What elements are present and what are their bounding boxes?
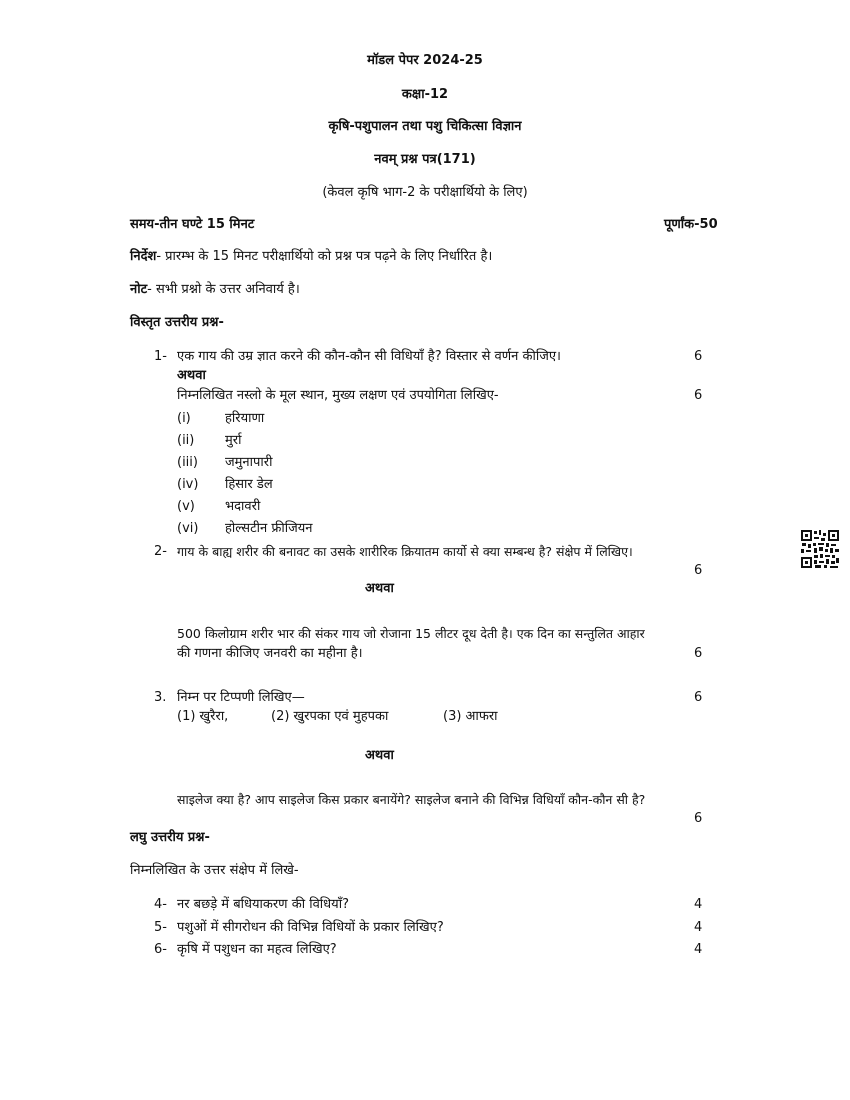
candidate-note: (केवल कृषि भाग-2 के परीक्षार्थियो के लिए) — [322, 185, 528, 200]
q3-alt-mark: 6 — [694, 811, 703, 826]
q1-alt-mark: 6 — [694, 388, 703, 403]
q5-mark: 4 — [694, 920, 703, 935]
qr-code-icon — [800, 529, 840, 569]
q6-text: कृषि में पशुधन का महत्व लिखिए? — [177, 942, 337, 957]
section-heading-long: विस्तृत उत्तरीय प्रश्न- — [130, 315, 224, 330]
note-text: - सभी प्रश्नो के उत्तर अनिवार्य है। — [147, 282, 300, 297]
list-item-num: (iv) — [177, 477, 199, 492]
q2-alt-line1: 500 किलोग्राम शरीर भार की संकर गाय जो रोजाना 15 लीटर दूध देती है। एक दिन का सन्तुलित आहार — [177, 626, 645, 641]
q2-number: 2- — [154, 544, 167, 559]
q3-number: 3. — [154, 690, 167, 705]
list-item-num: (v) — [177, 499, 195, 514]
direction-line — [130, 249, 492, 265]
time-label: समय-तीन घण्टे 15 मिनट — [130, 217, 255, 232]
total-marks: पूर्णांक-50 — [664, 217, 718, 232]
list-item: होल्सटीन फ्रीजियन — [225, 521, 313, 536]
q2-mark: 6 — [694, 563, 703, 578]
q1-number: 1- — [154, 349, 167, 364]
q4-text: नर बछड़े में बधियाकरण की विधियाँ? — [177, 897, 349, 912]
q2-alt-mark: 6 — [694, 646, 703, 661]
q3-option-2: (2) खुरपका एवं मुहपका — [271, 709, 389, 724]
q4-number: 4- — [154, 897, 167, 912]
q4-mark: 4 — [694, 897, 703, 912]
list-item: हिसार डेल — [225, 477, 273, 492]
list-item-num: (ii) — [177, 433, 195, 448]
list-item-num: (i) — [177, 411, 191, 426]
list-item: हरियाणा — [225, 411, 265, 426]
q5-number: 5- — [154, 920, 167, 935]
q6-number: 6- — [154, 942, 167, 957]
q5-text: पशुओं में सीगरोधन की विभिन्न विधियों के प्रकार लिखिए? — [177, 920, 444, 935]
list-item: जमुनापारी — [225, 455, 273, 470]
q3-alt-text: साइलेज क्या है? आप साइलेज किस प्रकार बनायेंगे? साइलेज बनाने की विभिन्न विधियाँ कौन-कौन सी है? — [177, 792, 646, 807]
note-line — [130, 282, 300, 298]
q3-option-3: (3) आफरा — [443, 709, 498, 724]
q2-text: गाय के बाह्य शरीर की बनावट का उसके शारीरिक क्रियातम कार्यो से क्या सम्बन्ध है? संक्षेप में लिखिए। — [177, 544, 633, 559]
q2-or: अथवा — [365, 581, 394, 596]
section-heading-short: लघु उत्तरीय प्रश्न- — [130, 830, 210, 845]
class-label: कक्षा-12 — [401, 87, 449, 102]
q6-mark: 4 — [694, 942, 703, 957]
note-label: नोट — [130, 282, 148, 297]
q1-text: एक गाय की उम्र ज्ञात करने की कौन-कौन सी विधियाँ है? विस्तार से वर्णन कीजिए। — [177, 349, 561, 364]
q2-alt-line2: की गणना कीजिए जनवरी का महीना है। — [177, 646, 363, 661]
subject-title: कृषि-पशुपालन तथा पशु चिकित्सा विज्ञान — [328, 119, 522, 134]
q1-alt-text: निम्नलिखित नस्लो के मूल स्थान, मुख्य लक्षण एवं उपयोगिता लिखिए- — [177, 388, 499, 403]
q1-or: अथवा — [177, 368, 206, 383]
list-item: भदावरी — [225, 499, 261, 514]
list-item: मुर्रा — [225, 433, 242, 448]
direction-label: निर्देश — [130, 249, 157, 264]
short-intro: निम्नलिखित के उत्तर संक्षेप में लिखे- — [130, 863, 299, 878]
q3-option-1: (1) खुरैरा, — [177, 709, 229, 724]
paper-number: नवम् प्रश्न पत्र(171) — [374, 152, 476, 167]
direction-text: - प्रारम्भ के 15 मिनट परीक्षार्थियो को प्रश्न पत्र पढ़ने के लिए निर्धारित है। — [156, 249, 493, 264]
list-item-num: (iii) — [177, 455, 198, 470]
q3-mark: 6 — [694, 690, 703, 705]
q1-mark: 6 — [694, 349, 703, 364]
list-item-num: (vi) — [177, 521, 199, 536]
paper-title: मॉडल पेपर 2024-25 — [367, 53, 483, 68]
q3-text: निम्न पर टिप्पणी लिखिए— — [177, 690, 305, 705]
q3-or: अथवा — [365, 748, 394, 763]
